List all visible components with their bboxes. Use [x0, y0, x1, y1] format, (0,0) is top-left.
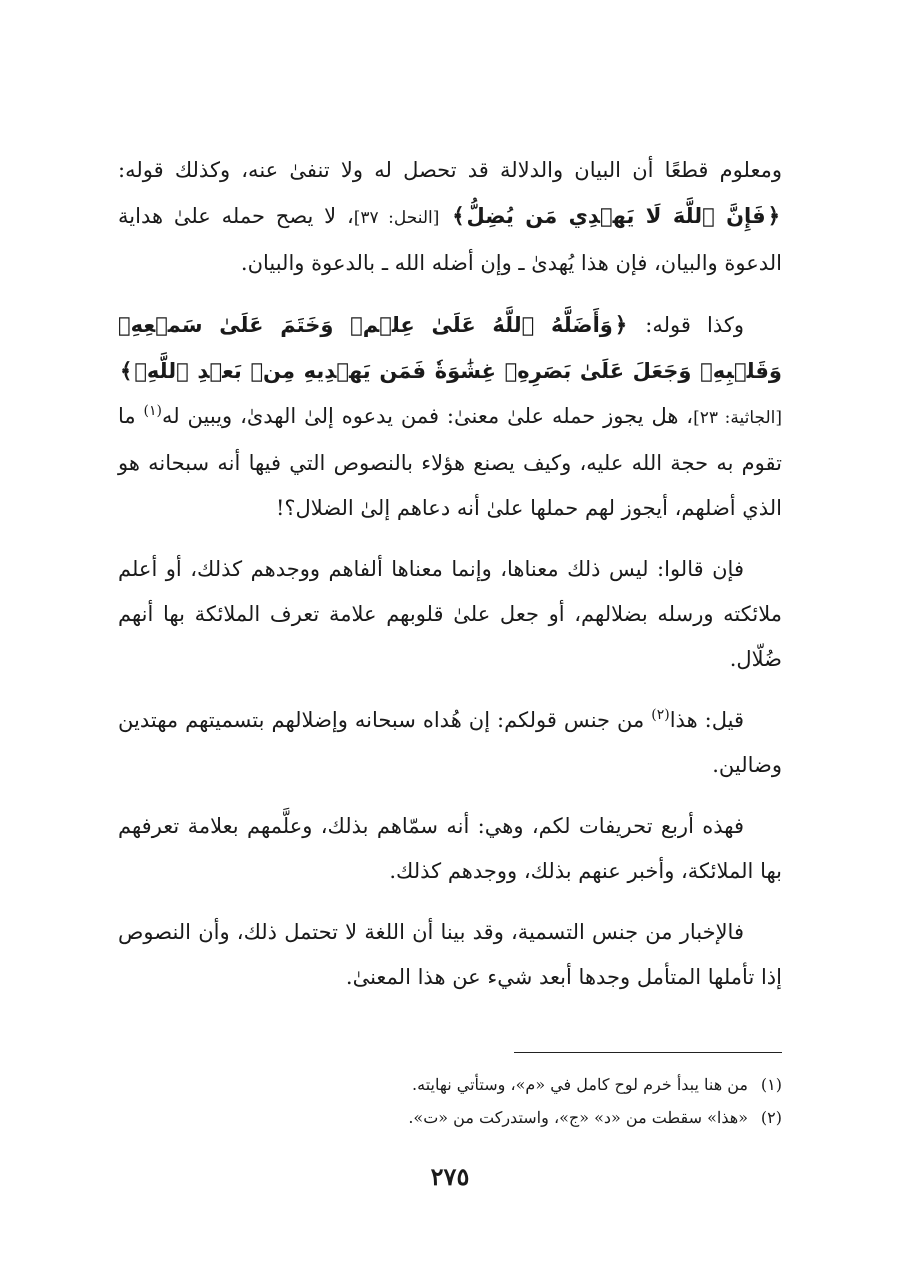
paragraph-4 [118, 698, 782, 788]
quran-verse-1: فَإِنَّ ٱللَّهَ لَا يَهۡدِي مَن يُضِلُّ [466, 204, 766, 228]
footnote-number: (١) [760, 1075, 782, 1094]
paragraph-2-text-start: وكذا قوله: [629, 313, 745, 337]
footnotes-section [118, 1068, 782, 1134]
document-page [118, 148, 782, 1016]
paragraph-6: فالإخبار من جنس التسمية، وقد بينا أن اللغة لا تحتمل ذلك، وأن النصوص إذا تأملها المتأمل وجدها أبعد شيء عن هذا المعنىٰ. [118, 920, 782, 989]
quran-verse-2: وَأَضَلَّهُ ٱللَّهُ عَلَىٰ عِلۡمٖ وَخَتَمَ عَلَىٰ سَمۡعِهِۦ وَقَلۡبِهِۦ وَجَعَلَ عَلَىٰ بَصَرِهِۦ غِشَٰوَةٗ فَمَن يَهۡدِيهِ مِنۢ بَعۡدِ ٱللَّهِۚ [118, 313, 782, 383]
footnote-text: من هنا يبدأ خرم لوح كامل في «م»، وستأتي نهايته. [412, 1075, 748, 1094]
paragraph-4-text-end: من جنس قولكم: إن هُداه سبحانه وإضلالهم بتسميتهم مهتدين وضالين. [118, 708, 782, 777]
footnote-text: «هذا» سقطت من «د» «ج»، واستدركت من «ت». [408, 1108, 748, 1127]
footnote-number: (٢) [760, 1108, 782, 1127]
paragraph-2 [118, 302, 782, 531]
paragraph-5: فهذه أربع تحريفات لكم، وهي: أنه سمّاهم بذلك، وعلَّمهم بعلامة تعرفهم بها الملائكة، وأخبر عنهم بذلك، ووجدهم كذلك. [118, 814, 782, 883]
quran-close-bracket: ﴾ [120, 358, 133, 383]
footnote-divider [514, 1052, 782, 1053]
footnote-2 [118, 1101, 782, 1134]
footnote-1 [118, 1068, 782, 1101]
paragraph-2-text-middle: ، هل يجوز حمله علىٰ معنىٰ: فمن يدعوه إلىٰ الهدىٰ، ويبين له [162, 404, 694, 428]
paragraph-1 [118, 148, 782, 286]
quran-open-bracket: ﴿ [767, 203, 780, 228]
page-number: ٢٧٥ [430, 1162, 470, 1191]
footnote-marker-2[interactable]: (٢) [651, 707, 670, 723]
paragraph-4-text-start: قيل: هذا [669, 708, 744, 732]
paragraph-1-text-end: ، لا يصح حمله علىٰ هداية الدعوة والبيان، فإن هذا يُهدىٰ ـ وإن أضله الله ـ بالدعوة والبيان. [118, 204, 782, 275]
paragraph-3: فإن قالوا: ليس ذلك معناها، وإنما معناها ألفاهم ووجدهم كذلك، أو أعلم ملائكته ورسله بضلالهم، أو جعل علىٰ قلوبهم علامة تعرف الملائكة بها أنهم ضُلّال. [118, 557, 782, 671]
paragraph-1-text-start: ومعلوم قطعًا أن البيان والدلالة قد تحصل له ولا تنفىٰ عنه، وكذلك قوله: [118, 158, 782, 182]
quran-open-bracket: ﴿ [614, 312, 628, 337]
quran-close-bracket: ﴾ [452, 203, 465, 228]
verse-reference-2: [الجاثية: ٢٣] [693, 408, 783, 428]
verse-reference-1: [النحل: ٣٧] [353, 208, 440, 228]
paragraph-2-text-end: ما تقوم به حجة الله عليه، وكيف يصنع هؤلاء بالنصوص التي فيها أنه سبحانه هو الذي أضلهم، أيجوز لهم حملها علىٰ أنه دعاهم إلىٰ الضلال؟! [118, 404, 782, 520]
footnote-marker-1[interactable]: (١) [143, 403, 162, 419]
